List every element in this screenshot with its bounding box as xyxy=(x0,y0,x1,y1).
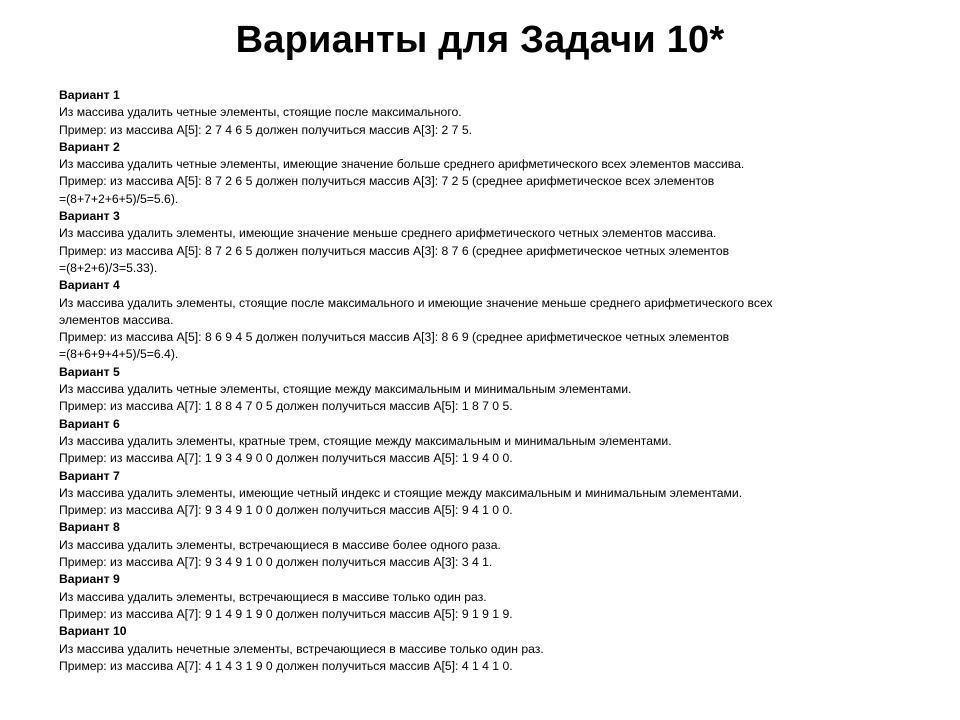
variant-block xyxy=(59,571,919,623)
variant-heading: Вариант 6 xyxy=(59,416,120,431)
variant-heading: Вариант 2 xyxy=(59,139,120,154)
variant-block xyxy=(59,139,919,208)
variants-list xyxy=(59,87,919,675)
variant-heading: Вариант 7 xyxy=(59,468,120,483)
variant-heading: Вариант 4 xyxy=(59,278,120,293)
variant-text-line: Из массива удалить элементы, встречающиеся в массиве только один раз. xyxy=(59,589,487,604)
variant-text-line: Из массива удалить элементы, имеющие четный индекс и стоящие между максимальным и минимальным элементами. xyxy=(59,485,743,500)
variant-text-line: Из массива удалить элементы, имеющие значение меньше среднего арифметического четных элементов массива. xyxy=(59,226,717,241)
variant-heading: Вариант 10 xyxy=(59,624,127,639)
variant-heading: Вариант 3 xyxy=(59,209,120,224)
variant-block xyxy=(59,468,919,520)
variant-text-line: =(8+7+2+6+5)/5=5.6). xyxy=(59,191,179,206)
variant-text-line: Пример: из массива A[7]: 1 9 3 4 9 0 0 должен получиться массив A[5]: 1 9 4 0 0. xyxy=(59,451,513,466)
variant-text-line: Из массива удалить нечетные элементы, встречающиеся в массиве только один раз. xyxy=(59,641,544,656)
variant-text-line: элементов массива. xyxy=(59,312,174,327)
variant-heading: Вариант 9 xyxy=(59,572,120,587)
slide-title: Варианты для Задачи 10* xyxy=(235,19,725,61)
variant-text-line: Пример: из массива A[7]: 9 3 4 9 1 0 0 должен получиться массив A[3]: 3 4 1. xyxy=(59,555,493,570)
variant-text-line: Из массива удалить элементы, стоящие после максимального и имеющие значение меньше среднего арифметического всех xyxy=(59,295,773,310)
variant-text-line: Из массива удалить четные элементы, стоящие после максимального. xyxy=(59,105,462,120)
variant-text-line: Из массива удалить четные элементы, имеющие значение больше среднего арифметического всех элементов массива. xyxy=(59,157,745,172)
variant-text-line: Пример: из массива A[7]: 9 3 4 9 1 0 0 должен получиться массив A[5]: 9 4 1 0 0. xyxy=(59,503,513,518)
variant-text-line: Из массива удалить элементы, встречающиеся в массиве более одного раза. xyxy=(59,537,501,552)
variant-block xyxy=(59,277,919,363)
variant-heading: Вариант 5 xyxy=(59,364,120,379)
variant-heading: Вариант 1 xyxy=(59,88,120,102)
variant-text-line: Пример: из массива A[7]: 9 1 4 9 1 9 0 должен получиться массив A[5]: 9 1 9 1 9. xyxy=(59,606,513,621)
variant-text-line: =(8+2+6)/3=5.33). xyxy=(59,260,158,275)
variant-text-line: Пример: из массива A[5]: 2 7 4 6 5 должен получиться массив A[3]: 2 7 5. xyxy=(59,122,472,137)
variant-block xyxy=(59,364,919,416)
variant-text-line: =(8+6+9+4+5)/5=6.4). xyxy=(59,347,179,362)
variant-block xyxy=(59,87,919,139)
variant-block xyxy=(59,416,919,468)
variant-text-line: Из массива удалить четные элементы, стоящие между максимальным и минимальным элементами. xyxy=(59,382,632,397)
variant-text-line: Пример: из массива A[5]: 8 7 2 6 5 должен получиться массив A[3]: 7 2 5 (среднее арифметическое всех элементов xyxy=(59,174,715,189)
variant-block xyxy=(59,208,919,277)
variant-text-line: Пример: из массива A[5]: 8 6 9 4 5 должен получиться массив A[3]: 8 6 9 (среднее арифметическое четных элементов xyxy=(59,330,730,345)
variant-text-line: Из массива удалить элементы, кратные трем, стоящие между максимальным и минимальным элементами. xyxy=(59,433,672,448)
variant-block xyxy=(59,623,919,675)
variant-text-line: Пример: из массива A[7]: 1 8 8 4 7 0 5 должен получиться массив A[5]: 1 8 7 0 5. xyxy=(59,399,513,414)
variant-text-line: Пример: из массива A[5]: 8 7 2 6 5 должен получиться массив A[3]: 8 7 6 (среднее арифметическое четных элементов xyxy=(59,243,730,258)
variant-heading: Вариант 8 xyxy=(59,520,120,535)
variant-block xyxy=(59,519,919,571)
variant-text-line: Пример: из массива A[7]: 4 1 4 3 1 9 0 должен получиться массив A[5]: 4 1 4 1 0. xyxy=(59,658,513,673)
